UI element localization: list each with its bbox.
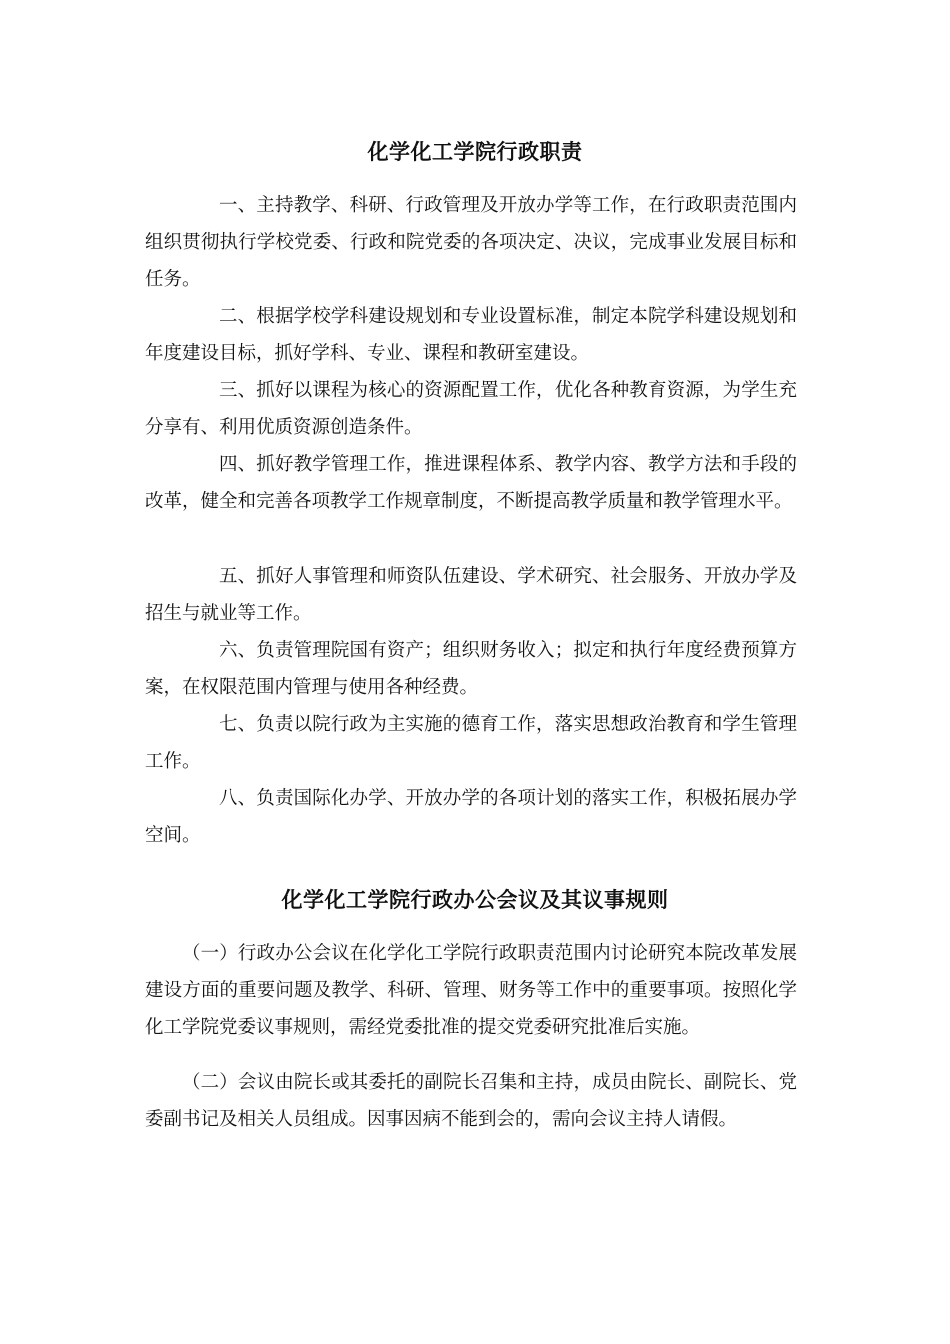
duty-item-8: 八、负责国际化办学、开放办学的各项计划的落实工作，积极拓展办学空间。 — [145, 788, 797, 846]
duty-item-4: 四、抓好教学管理工作，推进课程体系、教学内容、教学方法和手段的改革，健全和完善各项教学工作规章制度，不断提高教学质量和教学管理水平。 — [145, 454, 797, 512]
duty-item-3: 三、抓好以课程为核心的资源配置工作，优化各种教育资源，为学生充分享有、利用优质资源创造条件。 — [145, 380, 797, 438]
duty-item-6: 六、负责管理院国有资产；组织财务收入；拟定和执行年度经费预算方案，在权限范围内管理与使用各种经费。 — [145, 640, 797, 698]
duty-item-1: 一、主持教学、科研、行政管理及开放办学等工作，在行政职责范围内组织贯彻执行学校党委、行政和院党委的各项决定、决议，完成事业发展目标和任务。 — [145, 195, 797, 290]
rule-item-1: （一）行政办公会议在化学化工学院行政职责范围内讨论研究本院改革发展建设方面的重要问题及教学、科研、管理、财务等工作中的重要事项。按照化学化工学院党委议事规则，需经党委批准的提交党委研究批准后实施。 — [145, 943, 797, 1038]
section-2-title: 化学化工学院行政办公会议及其议事规则 — [281, 887, 669, 912]
duty-item-2: 二、根据学校学科建设规划和专业设置标准，制定本院学科建设规划和年度建设目标，抓好学科、专业、课程和教研室建设。 — [145, 306, 797, 364]
rule-item-2: （二）会议由院长或其委托的副院长召集和主持，成员由院长、副院长、党委副书记及相关人员组成。因事因病不能到会的，需向会议主持人请假。 — [145, 1072, 797, 1130]
duty-item-7: 七、负责以院行政为主实施的德育工作，落实思想政治教育和学生管理工作。 — [145, 714, 797, 772]
duty-item-5: 五、抓好人事管理和师资队伍建设、学术研究、社会服务、开放办学及招生与就业等工作。 — [145, 566, 797, 624]
section-1-title: 化学化工学院行政职责 — [367, 139, 583, 164]
